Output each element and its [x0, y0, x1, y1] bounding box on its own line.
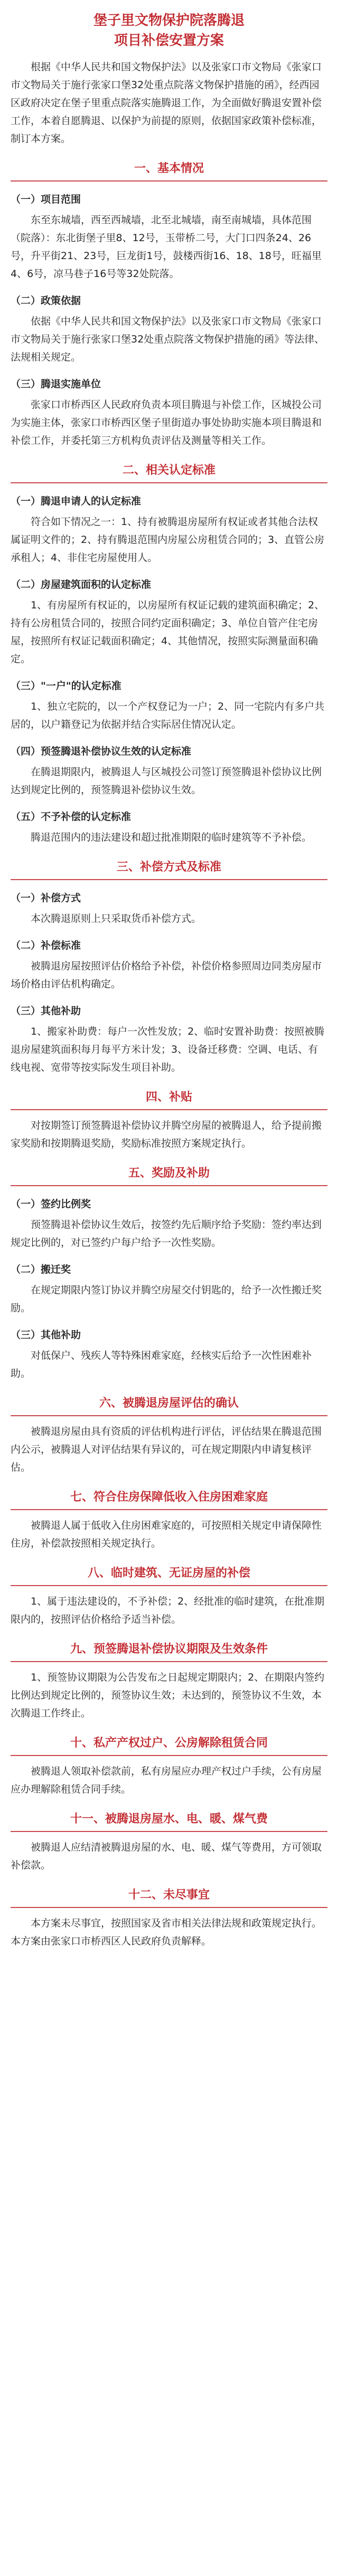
- section-heading: 十一、被腾退房屋水、电、暖、煤气费: [70, 1812, 268, 1826]
- section-heading: 五、奖励及补助: [128, 1167, 210, 1180]
- subsection-heading: （三）其他补助: [11, 1329, 81, 1341]
- section-heading: 八、临时建筑、无证房屋的补偿: [87, 1567, 250, 1580]
- section-heading: 二、相关认定标准: [122, 464, 215, 477]
- paragraph: 依据《中华人民共和国文物保护法》以及张家口市文物局《张家口市文物局关于施行张家口堡32处重点院落文物保护措施的函》等法律、法规相关规定。: [11, 316, 325, 363]
- paragraph: 被腾退人应结清被腾退房屋的水、电、暖、煤气等费用，方可领取补偿款。: [11, 1842, 322, 1871]
- section-heading: 六、被腾退房屋评估的确认: [99, 1397, 239, 1410]
- section-heading: 三、补偿方式及标准: [116, 861, 221, 874]
- paragraph: 对按期签订预签腾退补偿协议并腾空房屋的被腾退人，给予提前搬家奖励和按期腾退奖励，奖励标准按照方案规定执行。: [11, 1120, 322, 1149]
- paragraph: 符合如下情况之一：1、持有被腾退房屋所有权证或者其他合法权属证明文件的；2、持有腾退范围内房屋公房租赁合同的；3、直管公房承租人；4、非住宅房屋使用人。: [11, 516, 325, 564]
- paragraph: 预签腾退补偿协议生效后，按签约先后顺序给予奖励：签约率达到规定比例的，对已签约户每户给予一次性奖励。: [11, 1219, 322, 1248]
- section-divider: [11, 1831, 327, 1832]
- paragraph: 被腾退人属于低收入住房困难家庭的，可按照相关规定申请保障性住房，补偿款按照相关规定执行。: [11, 1520, 322, 1549]
- section-divider: [11, 180, 327, 182]
- subsection-heading: （二）补偿标准: [11, 940, 81, 951]
- subsection-heading: （二）搬迁奖: [11, 1264, 71, 1275]
- paragraph: 1、搬家补助费：每户一次性发放；2、临时安置补助费：按照被腾退房屋建筑面积每月每平方米计发；3、设备迁移费：空调、电话、有线电视、宽带等按实际发生项目补助。: [11, 1026, 325, 1073]
- subsection-heading: （一）签约比例奖: [11, 1198, 91, 1210]
- subsection-heading: （一）腾退申请人的认定标准: [11, 495, 142, 507]
- sections: [11, 160, 327, 1950]
- subsection-heading: （三）其他补助: [11, 1005, 81, 1017]
- paragraph: 东至东城墙，西至西城墙，北至北城墙，南至南城墙，具体范围（院落）：东北街堡子里8、12号，玉带桥二号，大门口四条24、26号，升平街21、23号，巨龙街1号，鼓楼西街16、18、18号，旺福里4、6号，凉马巷子16号等32处院落。: [11, 214, 322, 280]
- section-divider: [11, 1185, 327, 1186]
- subsection-heading: （三）"一户"的认定标准: [11, 680, 121, 692]
- paragraph: 1、属于违法建设的，不予补偿；2、经批准的临时建筑，在批准期限内的，按照评估价格给予适当补偿。: [11, 1596, 325, 1625]
- subsection-heading: （二）房屋建筑面积的认定标准: [11, 579, 152, 590]
- subsection-heading: （四）预签腾退补偿协议生效的认定标准: [11, 746, 192, 757]
- section-divider: [11, 1585, 327, 1586]
- paragraph: 1、预签协议期限为公告发布之日起规定期限内；2、在期限内签约比例达到规定比例的，预签协议生效；未达到的，预签协议不生效，本次腾退工作终止。: [11, 1672, 325, 1719]
- paragraph: 张家口市桥西区人民政府负责本项目腾退与补偿工作，区城投公司为实施主体，张家口市桥西区堡子里街道办事处协助实施本项目腾退和补偿工作，并委托第三方机构负责评估及测量等相关工作。: [11, 399, 322, 446]
- paragraph: 对低保户、残疾人等特殊困难家庭，经核实后给予一次性困难补助。: [11, 1350, 312, 1379]
- section-divider: [11, 1415, 327, 1416]
- section-divider: [11, 1661, 327, 1662]
- subsection-heading: （三）腾退实施单位: [11, 378, 101, 390]
- paragraph: 1、有房屋所有权证的，以房屋所有权证记载的建筑面积确定；2、持有公房租赁合同的，按照合同约定面积确定；3、单位自管产住宅房屋，按照所有权证记载面积确定；4、其他情况，按照实际测量面积确定。: [11, 599, 325, 665]
- section-heading: 九、预签腾退补偿协议期限及生效条件: [70, 1643, 268, 1656]
- document: [11, 0, 327, 1950]
- paragraph: 腾退范围内的违法建设和超过批准期限的临时建筑等不予补偿。: [31, 832, 312, 843]
- subsection-heading: （五）不予补偿的认定标准: [11, 811, 132, 823]
- section-divider: [11, 1509, 327, 1510]
- page-title: 堡子里文物保护院落腾退 项目补偿安置方案: [93, 13, 245, 49]
- section-heading: 四、补贴: [145, 1091, 192, 1104]
- paragraph: 在腾退期限内，被腾退人与区城投公司签订预签腾退补偿协议比例达到规定比例的，预签腾退补偿协议生效。: [11, 766, 322, 796]
- section-heading: 十二、未尽事宜: [128, 1888, 210, 1902]
- paragraph: 1、独立宅院的，以一个产权登记为一户；2、同一宅院内有多户共居的，以户籍登记为依据并结合实际居住情况认定。: [11, 701, 325, 730]
- section-divider: [11, 1109, 327, 1110]
- section-heading: 七、符合住房保障低收入住房困难家庭: [70, 1491, 268, 1504]
- paragraph: 本方案未尽事宜，按照国家及省市相关法律法规和政策规定执行。本方案由张家口市桥西区人民政府负责解释。: [11, 1917, 322, 1947]
- subsection-heading: （一）项目范围: [11, 194, 81, 205]
- section-divider: [11, 1907, 327, 1908]
- section-heading: 十、私产产权过户、公房解除租赁合同: [70, 1737, 268, 1750]
- section-heading: 一、基本情况: [134, 162, 204, 175]
- paragraph: 被腾退人领取补偿款前，私有房屋应办理产权过户手续，公有房屋应办理解除租赁合同手续。: [11, 1766, 322, 1795]
- paragraph: 本次腾退原则上只采取货币补偿方式。: [31, 913, 202, 924]
- paragraph: 在规定期限内签订协议并腾空房屋交付钥匙的，给予一次性搬迁奖励。: [11, 1284, 322, 1314]
- section-divider: [11, 1755, 327, 1756]
- paragraph: 被腾退房屋由具有资质的评估机构进行评估，评估结果在腾退范围内公示，被腾退人对评估结果有异议的，可在规定期限内申请复核评估。: [11, 1426, 322, 1473]
- intro-paragraph: 根据《中华人民共和国文物保护法》以及张家口市文物局《张家口市文物局关于施行张家口堡32处重点院落文物保护措施的函》，经西园区政府决定在堡子里重点院落实施腾退工作，为全面做好腾退安置补偿工作，本着自愿腾退、以保护为前提的原则，依据国家政策补偿标准，制订本方案。: [11, 61, 322, 145]
- section-divider: [11, 482, 327, 483]
- paragraph: 被腾退房屋按照评估价格给予补偿，补偿价格参照周边同类房屋市场价格由评估机构确定。: [11, 960, 322, 990]
- subsection-heading: （二）政策依据: [11, 295, 81, 307]
- subsection-heading: （一）补偿方式: [11, 892, 81, 904]
- section-divider: [11, 879, 327, 880]
